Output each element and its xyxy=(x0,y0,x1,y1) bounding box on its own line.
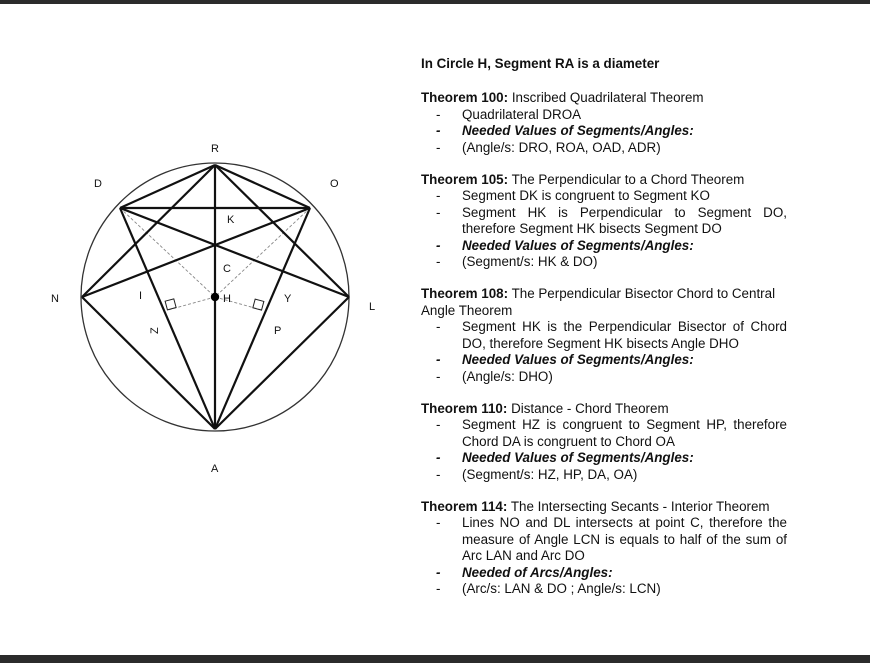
list-item: - (Segment/s: HZ, HP, DA, OA) xyxy=(421,467,787,483)
theorems-panel xyxy=(421,56,787,613)
theorem-name: The Perpendicular Bisector Chord to Central Angle Theorem xyxy=(421,286,776,318)
list-item: - Segment HK is Perpendicular to Segment DO, therefore Segment HK bisects Segment DO xyxy=(421,205,787,238)
theorem-items xyxy=(421,107,787,156)
label-l: L xyxy=(369,301,376,313)
label-i: I xyxy=(139,290,143,302)
theorem-items xyxy=(421,417,787,483)
theorem-heading xyxy=(421,172,787,188)
list-item: - Needed of Arcs/Angles: xyxy=(421,565,787,581)
theorem-name: Inscribed Quadrilateral Theorem xyxy=(511,90,704,106)
list-item: - Needed Values of Segments/Angles: xyxy=(421,352,787,368)
theorem-items xyxy=(421,188,787,270)
list-item: - (Segment/s: HK & DO) xyxy=(421,254,787,270)
label-n: N xyxy=(51,293,59,305)
list-item: - Segment HK is the Perpendicular Bisector of Chord DO, therefore Segment HK bisects Angle DHO xyxy=(421,319,787,352)
label-z: Z xyxy=(149,327,161,334)
list-item: - Needed Values of Segments/Angles: xyxy=(421,238,787,254)
list-item: - (Angle/s: DHO) xyxy=(421,369,787,385)
list-item: - Quadrilateral DROA xyxy=(421,107,787,123)
theorem-number: Theorem 108: xyxy=(421,286,509,302)
theorem-110-section xyxy=(421,401,787,483)
theorem-105-section xyxy=(421,172,787,270)
theorem-name: Distance - Chord Theorem xyxy=(511,400,669,416)
label-y: Y xyxy=(284,293,292,305)
theorem-heading xyxy=(421,401,787,417)
theorem-heading xyxy=(421,286,787,319)
theorem-number: Theorem 100: xyxy=(421,90,509,106)
label-o: O xyxy=(330,178,339,190)
label-a: A xyxy=(211,463,219,475)
list-item: - Segment DK is congruent to Segment KO xyxy=(421,188,787,204)
theorem-108-section xyxy=(421,286,787,384)
label-r: R xyxy=(211,143,219,155)
theorem-name: The Intersecting Secants - Interior Theorem xyxy=(510,498,770,514)
theorem-heading xyxy=(421,90,787,106)
theorem-number: Theorem 110: xyxy=(421,400,508,416)
theorem-name: The Perpendicular to a Chord Theorem xyxy=(511,172,745,188)
bottom-frame-bar xyxy=(0,655,870,663)
list-item: - Needed Values of Segments/Angles: xyxy=(421,123,787,139)
list-item: - Lines NO and DL intersects at point C, therefore the measure of Angle LCN is equals to half of the sum of Arc LAN and Arc DO xyxy=(421,515,787,564)
theorem-number: Theorem 114: xyxy=(421,498,508,514)
list-item: - Segment HZ is congruent to Segment HP, therefore Chord DA is congruent to Chord OA xyxy=(421,417,787,450)
theorem-100-section xyxy=(421,90,787,156)
label-d: D xyxy=(94,178,102,190)
label-c: C xyxy=(223,263,231,275)
circle-geometry-diagram xyxy=(0,0,400,500)
theorem-number: Theorem 105: xyxy=(421,172,509,188)
label-k: K xyxy=(227,214,235,226)
theorem-items xyxy=(421,319,787,385)
theorem-114-section xyxy=(421,499,787,597)
center-point-h xyxy=(211,293,219,301)
theorem-heading xyxy=(421,499,787,515)
label-p: P xyxy=(274,325,282,337)
list-item: - (Arc/s: LAN & DO ; Angle/s: LCN) xyxy=(421,581,787,597)
list-item: - (Angle/s: DRO, ROA, OAD, ADR) xyxy=(421,140,787,156)
theorem-items xyxy=(421,515,787,597)
panel-title: In Circle H, Segment RA is a diameter xyxy=(421,56,660,71)
label-h: H xyxy=(223,293,231,305)
list-item: - Needed Values of Segments/Angles: xyxy=(421,450,787,466)
